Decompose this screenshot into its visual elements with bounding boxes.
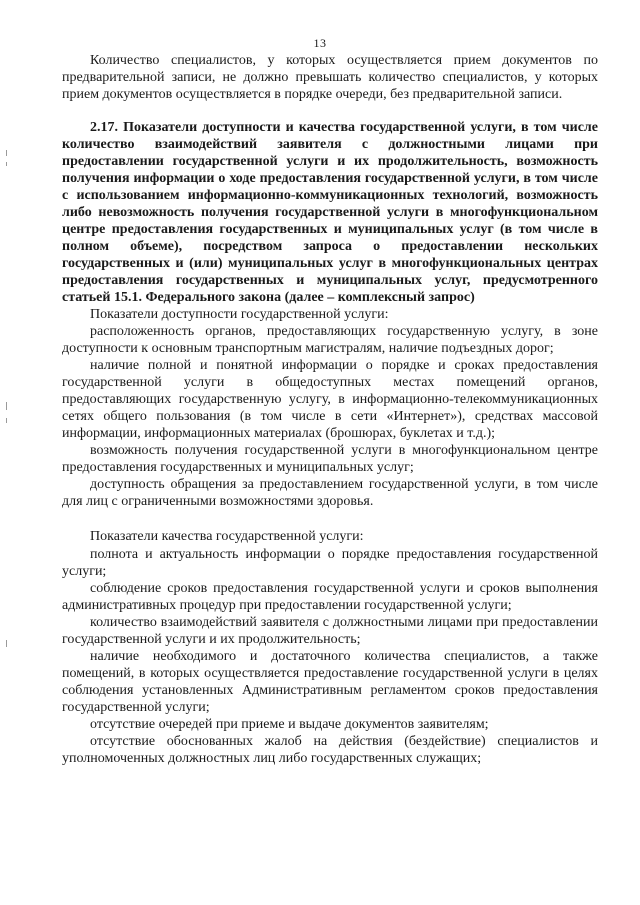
paragraph-information-completeness: полнота и актуальность информации о порядке предоставления государственной услуги;	[62, 547, 598, 579]
paragraph-information-availability: наличие полной и понятной информации о порядке и сроках предоставления государственной услуги в общедоступных местах помещений органов, предоставляющих государственную услугу, в информационно-телекоммуникационных сетях общего пользования (в том числе в сети «Интернет»), средствах массовой информации, информационных материалах (брошюрах, буклетах и т.д.);	[62, 358, 598, 441]
scan-mark	[6, 150, 7, 156]
scan-mark	[6, 640, 7, 647]
section-heading-2-17: 2.17. Показатели доступности и качества государственной услуги, в том числе количество взаимодействий заявителя с должностными лицами при предоставлении государственной услуги и их продолжительность, возможность получения информации о ходе предоставления государственной услуги, в том числе с использованием информационно-коммуникационных технологий, возможность либо невозможность получения государственной услуги в многофункциональном центре предоставления государственных и муниципальных услуг (в том числе в полном объеме), посредством запроса о предоставлении нескольких государственных и (или) муниципальных услуг в многофункциональных центрах предоставления государственных и муниципальных услуг, предусмотренного статьей 15.1. Федерального закона (далее – комплексный запрос)	[62, 120, 598, 305]
scan-mark	[6, 418, 7, 423]
page-number: 13	[313, 36, 327, 50]
paragraph-appointment-specialists: Количество специалистов, у которых осуществляется прием документов по предварительной записи, не должно превышать количество специалистов, у которых прием документов осуществляется в порядке очереди, без предварительной записи.	[62, 53, 598, 102]
scan-mark	[6, 402, 7, 410]
paragraph-interaction-count: количество взаимодействий заявителя с должностными лицами при предоставлении государственной услуги и их продолжительность;	[62, 615, 598, 647]
paragraph-disability-access: доступность обращения за предоставлением государственной услуги, в том числе для лиц с ограниченными возможностями здоровья.	[62, 477, 598, 509]
paragraph-no-complaints: отсутствие обоснованных жалоб на действия (бездействие) специалистов и уполномоченных должностных лиц либо государственных служащих;	[62, 734, 598, 766]
paragraph-staff-sufficiency: наличие необходимого и достаточного количества специалистов, а также помещений, в которых осуществляется предоставление государственной услуги в целях соблюдения установленных Административным регламентом сроков предоставления государственной услуги;	[62, 649, 598, 715]
paragraph-quality-title: Показатели качества государственной услуги:	[90, 529, 364, 544]
scan-mark	[6, 162, 7, 166]
paragraph-accessibility-title: Показатели доступности государственной услуги:	[90, 307, 389, 322]
paragraph-deadline-compliance: соблюдение сроков предоставления государственной услуги и сроков выполнения административных процедур при предоставлении государственной услуги;	[62, 581, 598, 613]
paragraph-transport-accessibility: расположенность органов, предоставляющих государственную услугу, в зоне доступности к основным транспортным магистралям, наличие подъездных дорог;	[62, 324, 598, 356]
paragraph-no-queues: отсутствие очередей при приеме и выдаче документов заявителям;	[90, 717, 489, 732]
paragraph-mfc-availability: возможность получения государственной услуги в многофункциональном центре предоставления государственных и муниципальных услуг;	[62, 443, 598, 475]
scan-edge-marks	[4, 0, 10, 905]
document-body	[62, 52, 598, 767]
